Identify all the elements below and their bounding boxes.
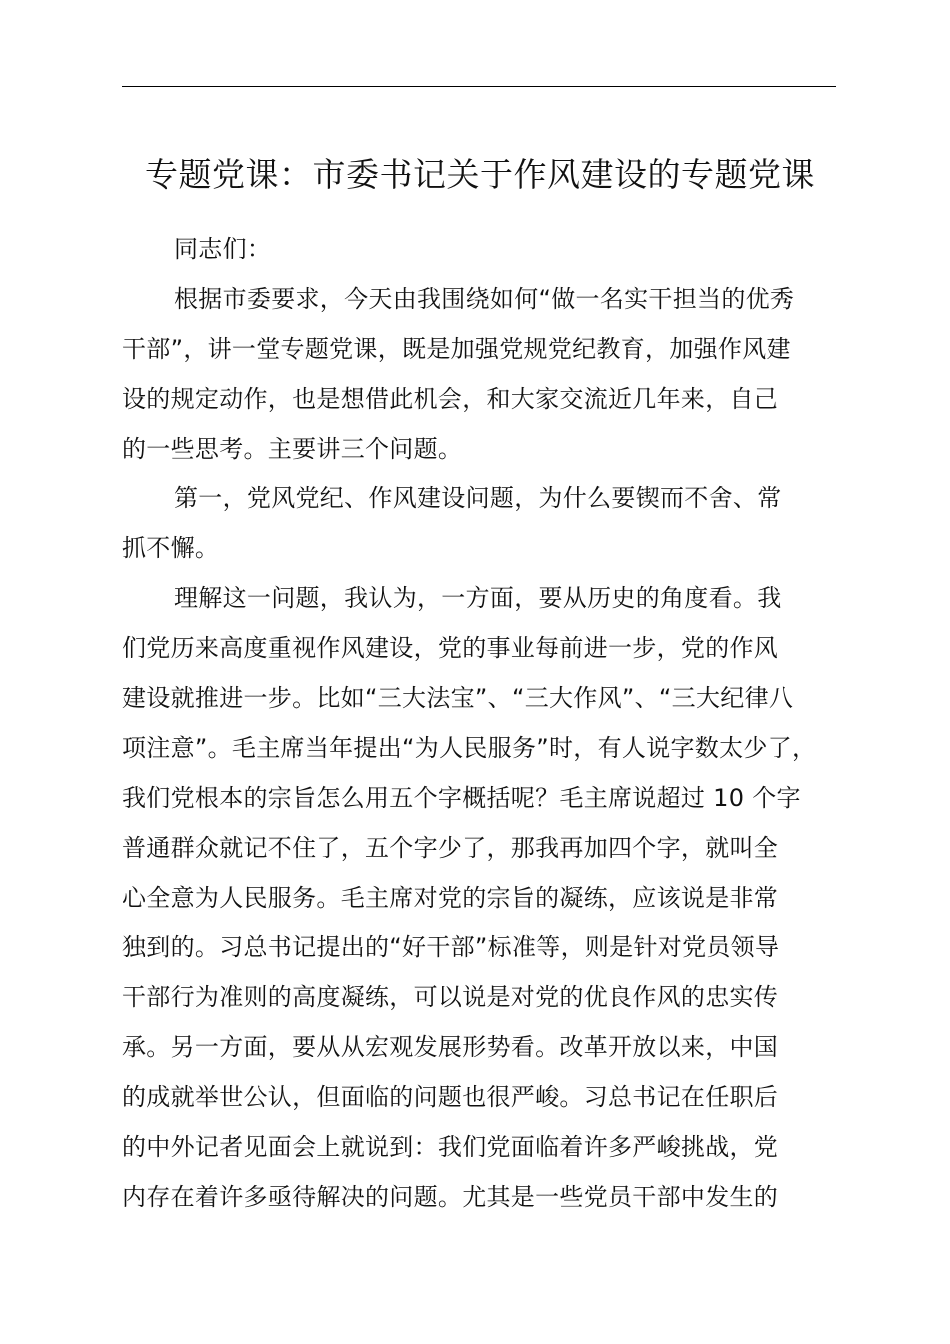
salutation-line: 同志们： <box>174 235 272 263</box>
paragraph-1-line-3: 设的规定动作，也是想借此机会，和大家交流近几年来，自己 <box>122 384 779 413</box>
paragraph-1-line-2: 干部”，讲一堂专题党课，既是加强党规党纪教育，加强作风建 <box>122 334 791 363</box>
paragraph-2-line-7: 心全意为人民服务。毛主席对党的宗旨的凝练，应该说是非常 <box>122 883 779 912</box>
paragraph-2-line-10: 承。另一方面，要从从宏观发展形势看。改革开放以来，中国 <box>122 1033 779 1062</box>
heading-1-line-2: 抓不懈。 <box>122 534 220 563</box>
paragraph-2-line-1: 理解这一问题，我认为，一方面，要从历史的角度看。我 <box>174 584 782 613</box>
document-body <box>122 225 850 1223</box>
paragraph-2-line-2: 们党历来高度重视作风建设，党的事业每前进一步，党的作风 <box>122 634 779 663</box>
paragraph-1-line-1: 根据市委要求，今天由我围绕如何“做一名实干担当的优秀 <box>174 284 795 313</box>
paragraph-2-line-11: 的成就举世公认，但面临的问题也很严峻。习总书记在任职后 <box>122 1083 779 1112</box>
paragraph-1-line-4: 的一些思考。主要讲三个问题。 <box>122 434 463 463</box>
paragraph-2-line-9: 干部行为准则的高度凝练，可以说是对党的优良作风的忠实传 <box>122 983 779 1012</box>
paragraph-2-line-6: 普通群众就记不住了，五个字少了，那我再加四个字，就叫全 <box>122 833 779 862</box>
paragraph-2-line-3: 建设就推进一步。比如“三大法宝”、“三大作风”、“三大纪律八 <box>122 684 794 713</box>
paragraph-2-line-12: 的中外记者见面会上就说到：我们党面临着许多严峻挑战，党 <box>122 1133 779 1162</box>
paragraph-2-line-13: 内存在着许多亟待解决的问题。尤其是一些党员干部中发生的 <box>122 1182 779 1211</box>
header-rule <box>122 86 836 87</box>
paragraph-2-line-4: 项注意”。毛主席当年提出“为人民服务”时，有人说字数太少了， <box>122 733 817 762</box>
heading-1-line-1: 第一，党风党纪、作风建设问题，为什么要锲而不舍、常 <box>174 484 782 513</box>
paragraph-2-line-8: 独到的。习总书记提出的“好干部”标准等，则是针对党员领导 <box>122 933 780 962</box>
paragraph-2-line-5: 我们党根本的宗旨怎么用五个字概括呢？毛主席说超过 10 个字 <box>122 783 801 812</box>
document-title: 专题党课：市委书记关于作风建设的专题党课 <box>145 155 815 194</box>
